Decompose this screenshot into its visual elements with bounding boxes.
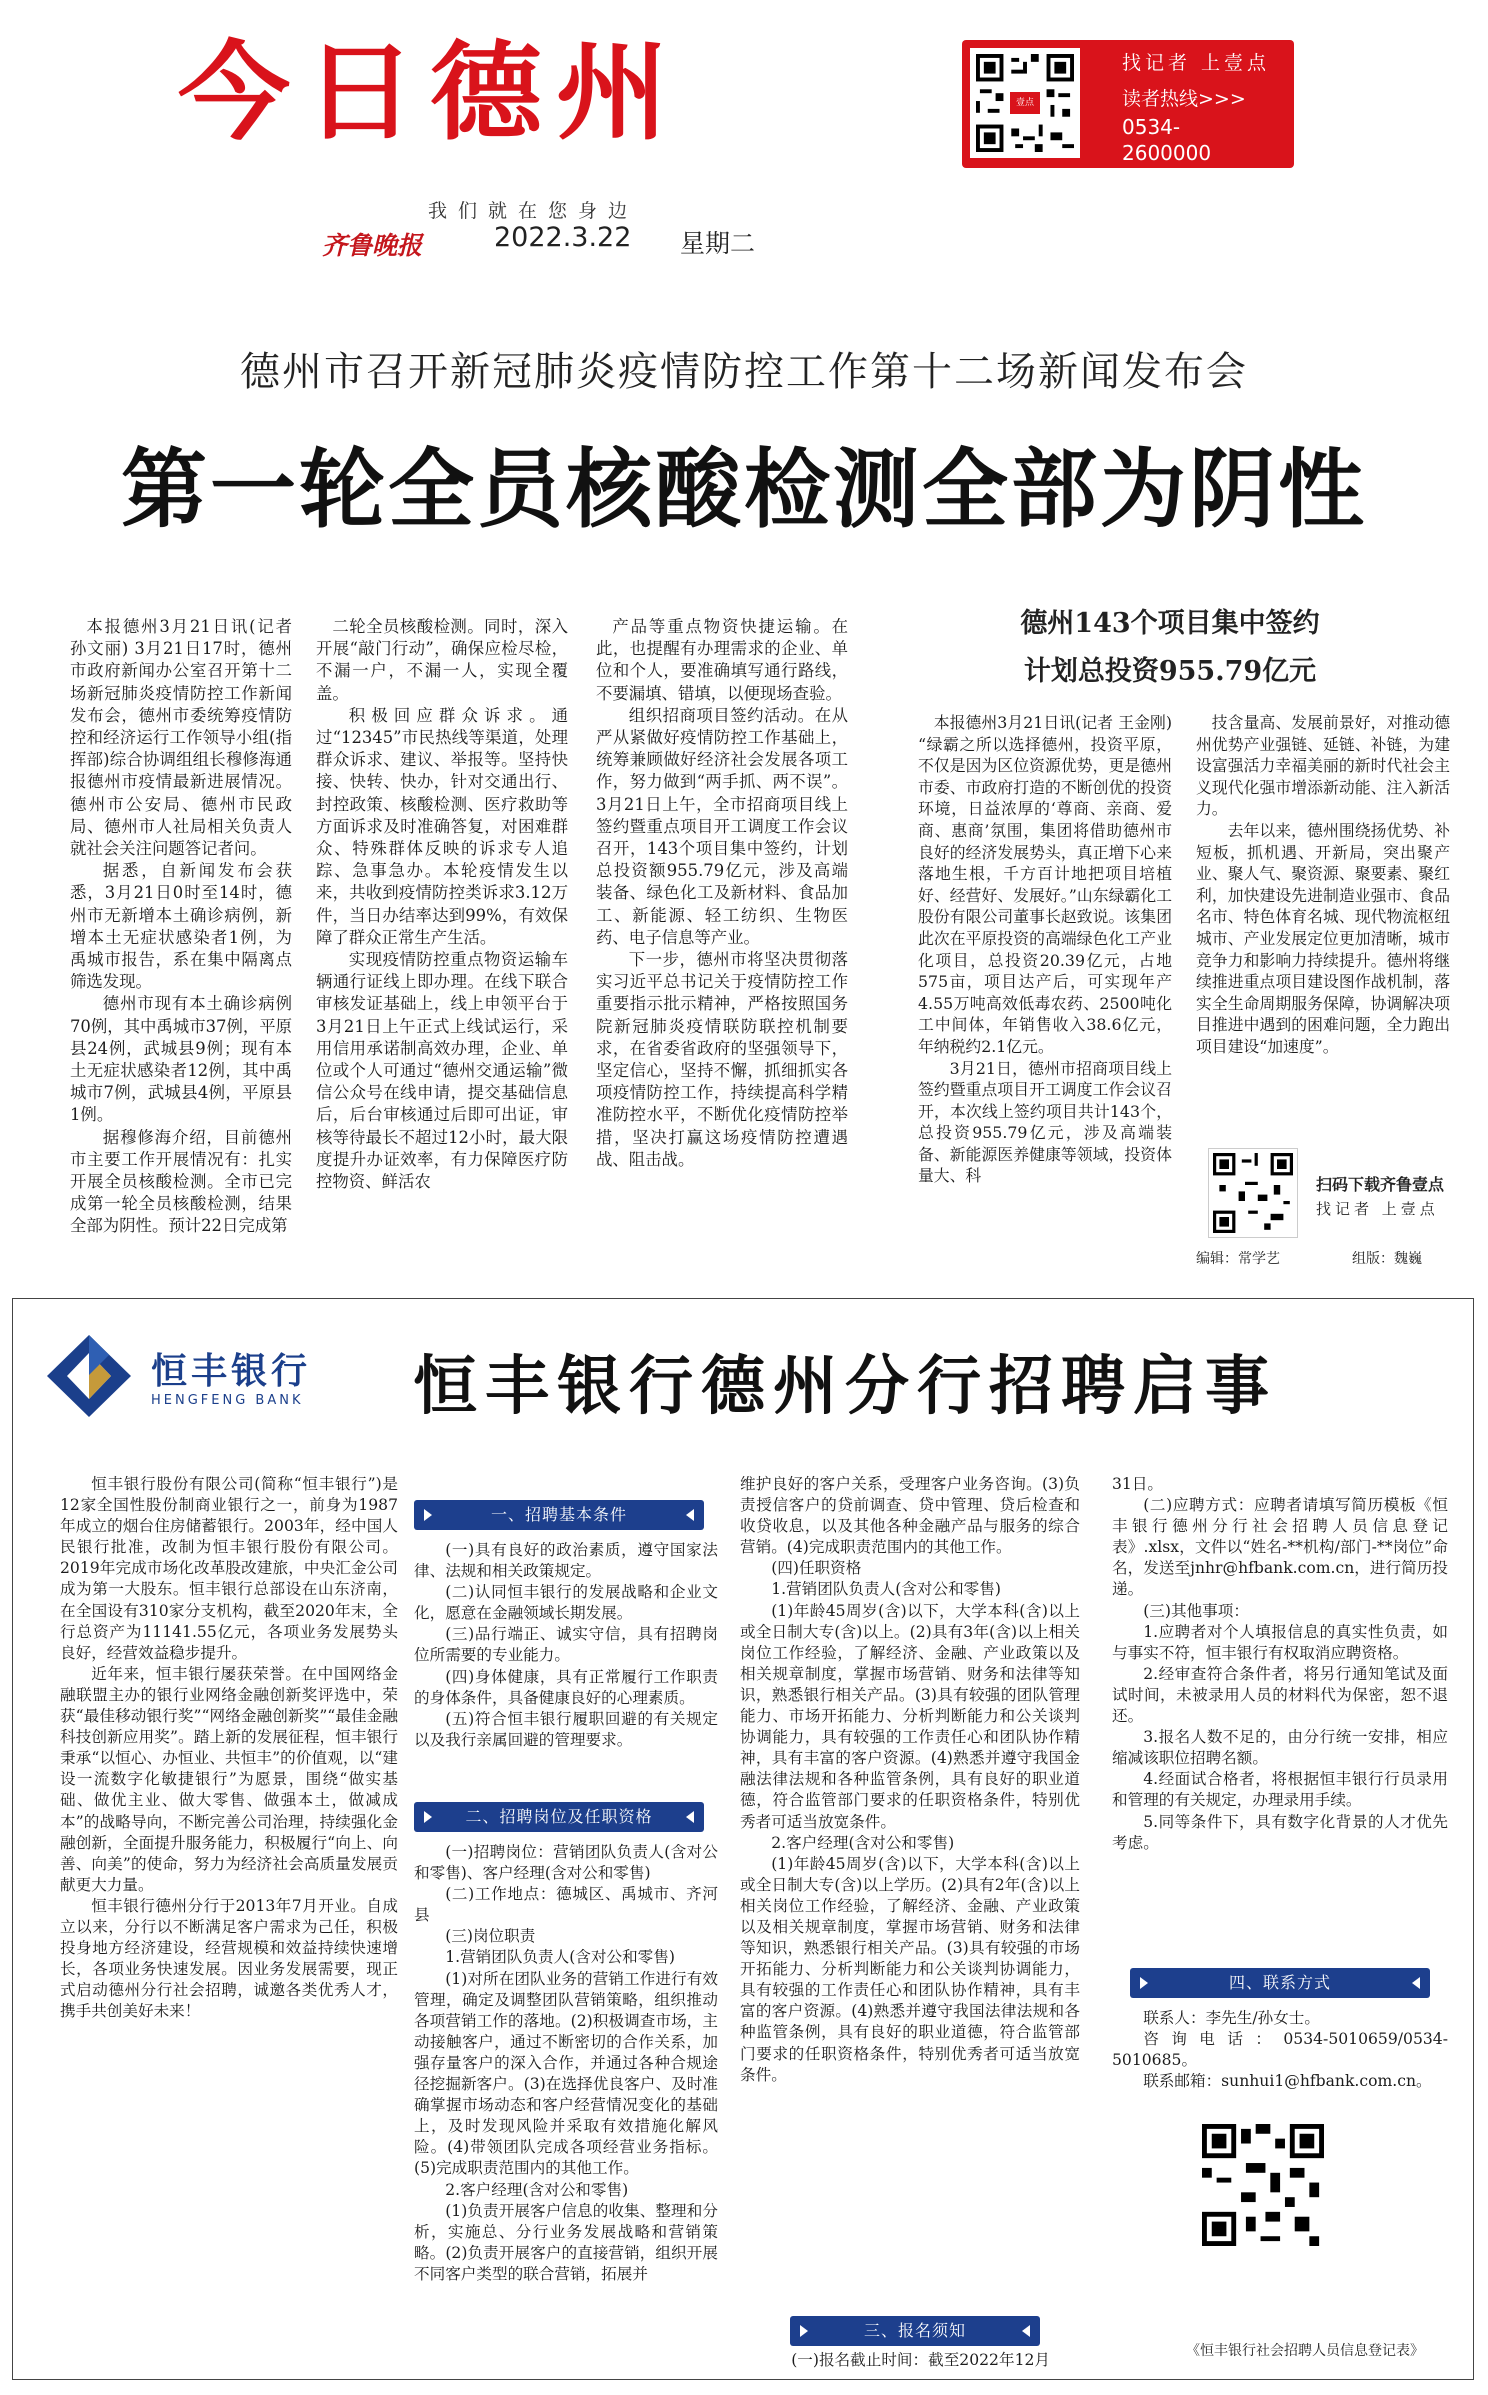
paragraph: 据穆修海介绍，目前德州市主要工作开展情况有：扎实开展全员核酸检测。全市已完成第一轮全员核酸检测，结果全部为阴性。预计22日完成第 xyxy=(70,1127,292,1236)
qr-reporter-label: 找记者 上壹点 xyxy=(1316,1200,1439,1218)
hotline-label: 读者热线>>> xyxy=(1122,88,1246,110)
reporter-label: 找记者 上壹点 xyxy=(1122,52,1271,74)
registration-form-qr-code[interactable] xyxy=(1198,2120,1328,2250)
paragraph: 近年来，恒丰银行屡获荣誉。在中国网络金融联盟主办的银行业网络金融创新奖评选中，荣获“最佳移动银行奖”“网络金融创新奖”“最佳金融科技创新应用奖”。踏上新的发展征程，恒丰银行秉承“以恒心、办恒业、共恒丰”的价值观，以“建设一流数字化敏捷银行”为愿景，围绕“做实基础、做优主业、做大零售、做强本土，做减成本”的战略导向，不断完善公司治理，持续强化金融创新，全面提升服务能力，积极履行“向上、向善、向美”的使命，努力为经济社会高质量发展贡献更大力量。 xyxy=(60,1664,398,1894)
ad-col-1 xyxy=(60,1474,398,2022)
hotline-number: 0534-2600000 xyxy=(1122,115,1212,165)
side-title-line-1: 德州143个项目集中签约 xyxy=(1020,608,1320,639)
paragraph: 联系人：李先生/孙女士。 xyxy=(1143,2009,1320,2027)
ad-col-4a xyxy=(1112,1474,1448,1854)
side-title-line-2: 计划总投资955.79亿元 xyxy=(1023,656,1317,687)
paragraph: 去年以来，德州围绕扬优势、补短板，抓机遇、开新局，突出聚产业、聚人气、聚资源、聚要素、聚红利，加快建设先进制造业强市、食品名市、特色体育名城、现代物流枢纽城市、产业发展定位更加清晰，城市竞争力和影响力持续提升。德州将继续推进重点项目建设图作战机制，落实全生命周期服务保障，协调解决项目推进中遇到的困难问题，全力跑出项目建设“加速度”。 xyxy=(1196,820,1450,1056)
paragraph: (四)任职资格 xyxy=(771,1559,862,1578)
paragraph: 4.经面试合格者，将根据恒丰银行行员录用和管理的有关规定，办理录用手续。 xyxy=(1112,1770,1448,1810)
paragraph: 维护良好的客户关系，受理客户业务咨询。(3)负责授信客户的贷前调查、贷中管理、贷后检查和收贷收息，以及其他各种金融产品与服务的综合营销。(4)完成职责范围内的其他工作。 xyxy=(740,1475,1080,1557)
section-heading: 一、招聘基本条件 xyxy=(414,1500,704,1530)
paragraph: 1.应聘者对个人填报信息的真实性负责，如与事实不符，恒丰银行有权取消应聘资格。 xyxy=(1112,1622,1448,1662)
paragraph: 联系邮箱：sunhui1@hfbank.com.cn。 xyxy=(1143,2072,1432,2091)
paragraph: (二)认同恒丰银行的发展战略和企业文化，愿意在金融领域长期发展。 xyxy=(414,1583,718,1623)
paragraph: 本报德州3月21日讯(记者 孙文丽) 3月21日17时，德州市政府新闻办公室召开第十二场新冠肺炎疫情防控工作新闻发布会，德州市委统筹疫情防控和经济运行工作领导小组(指挥部)综合协调组组长穆修海通报德州市疫情最新进展情况。德州市公安局、德州市民政局、德州市人社局相关负责人就社会关注问题答记者问。 xyxy=(70,617,292,859)
paragraph: (四)身体健康，具有正常履行工作职责的身体条件，具备健康良好的心理素质。 xyxy=(414,1667,718,1707)
paragraph: 咨询电话：0534-5010659/0534-5010685。 xyxy=(1112,2030,1448,2070)
paragraph: 2.客户经理(含对公和零售) xyxy=(771,1833,955,1852)
paragraph: (二)应聘方式：应聘者请填写简历模板《恒丰银行德州分行社会招聘人员信息登记表》.xlsx，文件以“姓名-**机构/部门-**岗位”命名，发送至jnhr@hfbank.com.cn，进行简历投递。 xyxy=(1112,1496,1448,1599)
paper-name: 齐鲁晚报 xyxy=(322,231,423,260)
paragraph: 产品等重点物资快捷运输。在此，也提醒有办理需求的企业、单位和个人，要准确填写通行路线，不要漏填、错填，以便现场查验。 xyxy=(596,617,848,703)
paragraph: 二轮全员核酸检测。同时，深入开展“敲门行动”，确保应检尽检，不漏一户，不漏一人，实现全覆盖。 xyxy=(316,617,568,703)
qr-code-icon xyxy=(1202,2124,1324,2246)
paragraph: 3.报名人数不足的，由分行统一安排，相应缩减该职位招聘名额。 xyxy=(1112,1728,1448,1768)
lead-col-3 xyxy=(596,616,848,1171)
ad-col-2b xyxy=(414,1842,718,2285)
paragraph: 2.经审查符合条件者，将另行通知笔试及面试时间，未被录用人员的材料代为保密，恕不退还。 xyxy=(1112,1664,1448,1726)
paragraph: 下一步，德州市将坚决贯彻落实习近平总书记关于疫情防控工作重要指示批示精神，严格按照国务院新冠肺炎疫情联防联控机制要求，在省委省政府的坚强领导下，坚定信心，坚持不懈，抓细抓实各项疫情防控工作，持续提高科学精准防控水平，不断优化疫情防控举措，坚决打赢这场疫情防控遭遇战、阻击战。 xyxy=(596,950,848,1169)
qr-caption: 《恒丰银行社会招聘人员信息登记表》 xyxy=(1186,2343,1424,2359)
side-col-2 xyxy=(1196,712,1450,1058)
hotline-box xyxy=(962,40,1294,168)
paragraph: 1.营销团队负责人(含对公和零售) xyxy=(771,1580,1001,1599)
paragraph: 恒丰银行德州分行于2013年7月开业。自成立以来，分行以不断满足客户需求为己任，积极投身地方经济建设，经营规模和效益持续快速增长，各项业务快速发展。因业务发展需要，现正式启动德州分行社会招聘，诚邀各类优秀人才，携手共创美好未来！ xyxy=(60,1896,398,2021)
section-heading: 四、联系方式 xyxy=(1130,1968,1430,1998)
paragraph: (1)对所在团队业务的营销工作进行有效管理，确定及调整团队营销策略，组织推动各项营销工作的落地。(2)积极调查市场，主动接触客户，通过不断密切的合作关系，加强存量客户的深入合作，并通过各种合规途径挖掘新客户。(3)在选择优良客户、及时准确掌握市场动态和客户经营情况变化的基础上，及时发现风险并采取有效措施化解风险。(4)带领团队完成各项经营业务指标。(5)完成职责范围内的其他工作。 xyxy=(414,1969,718,2178)
paragraph: 据悉，自新闻发布会获悉，3月21日0时至14时，德州市无新增本土确诊病例，新增本土无症状感染者1例，为禹城市报告，系在集中隔离点筛选发现。 xyxy=(70,861,292,992)
paragraph: (1)年龄45周岁(含)以下，大学本科(含)以上或全日制大专(含)以上学历。(2)具有2年(含)以上相关岗位工作经验，了解经济、金融、产业政策以及相关规章制度，掌握市场营销、财务和法律等知识，熟悉银行相关产品。(3)具有较强的市场开拓能力、分析判断能力和公关谈判协调能力，具有较强的工作责任心和团队协作精神，具有丰富的客户资源。(4)熟悉并遵守我国法律法规和各种监管条例，具有良好的职业道德，符合监管部门要求的任职资格条件，特别优秀者可适当放宽条件。 xyxy=(740,1854,1080,2084)
section-heading: 三、报名须知 xyxy=(790,2316,1040,2346)
lead-headline: 第一轮全员核酸检测全部为阴性 xyxy=(121,439,1367,540)
paragraph: (一)具有良好的政治素质，遵守国家法律、法规和相关政策规定。 xyxy=(414,1541,718,1581)
ad-col-3b xyxy=(760,2350,1080,2371)
lead-kicker: 德州市召开新冠肺炎疫情防控工作第十二场新闻发布会 xyxy=(240,349,1248,395)
issue-weekday: 星期二 xyxy=(680,229,756,258)
paragraph: (二)工作地点：德城区、禹城市、齐河县 xyxy=(414,1885,718,1925)
editor-credit: 编辑：常学艺 xyxy=(1196,1251,1280,1267)
paragraph: 实现疫情防控重点物资运输车辆通行证线上即办理。在线下联合审核发证基础上，线上申领平台于3月21日上午正式上线试运行，采用信用承诺制高效办理，企业、单位或个人可通过“德州交通运输”微信公众号在线申请，提交基础信息后，后台审核通过后即可出证，审核等待最长不超过12小时，最大限度提升办证效率，有力保障医疗防控物资、鲜活农 xyxy=(316,950,568,1192)
paragraph: 2.客户经理(含对公和零售) xyxy=(445,2180,629,2199)
paragraph: (五)符合恒丰银行履职回避的有关规定以及我行亲属回避的管理要求。 xyxy=(414,1709,718,1749)
paragraph: 恒丰银行股份有限公司(简称“恒丰银行”)是12家全国性股份制商业银行之一，前身为1987年成立的烟台住房储蓄银行。2003年，经中国人民银行批准，改制为恒丰银行股份有限公司。2019年完成市场化改革股改建旅，中央汇金公司成为第一大股东。恒丰银行总部设在山东济南，在全国设有310家分支机构，截至2020年末，全行总资产为11141.55亿元，各项业务发展势头良好，经营效益稳步提升。 xyxy=(60,1475,398,1662)
paragraph: 德州市现有本土确诊病例70例，其中禹城市37例，平原县24例，武城县9例；现有本土无症状感染者12例，其中禹城市7例，武城县4例，平原县1例。 xyxy=(70,994,293,1125)
layout-credit: 组版：魏巍 xyxy=(1352,1251,1422,1267)
paragraph: (1)年龄45周岁(含)以下，大学本科(含)以上或全日制大专(含)以上。(2)具有3年(含)以上相关岗位工作经验，了解经济、金融、产业政策以及相关规章制度，掌握市场营销、财务和法律等知识，熟悉银行相关产品。(3)具有较强的团队管理能力、市场开拓能力、分析判断能力和公关谈判协调能力，具有较强的工作责任心和团队协作精神，具有丰富的客户资源。(4)熟悉并遵守我国金融法律法规和各种监管条例，具有良好的职业道德，符合监管部门要求的任职资格条件，特别优秀者可适当放宽条件。 xyxy=(740,1601,1080,1831)
ad-col-4b xyxy=(1112,2008,1448,2092)
side-story-title xyxy=(930,600,1410,696)
masthead-qr-code[interactable] xyxy=(970,48,1080,158)
ad-col-2a xyxy=(414,1540,718,1751)
paragraph: 5.同等条件下，具有数字化背景的人才优先考虑。 xyxy=(1112,1812,1448,1852)
issue-date: 2022.3.22 xyxy=(494,222,632,253)
paragraph: (三)品行端正、诚实守信，具有招聘岗位所需要的专业能力。 xyxy=(414,1625,718,1665)
paragraph: (1)负责开展客户信息的收集、整理和分析，实施总、分行业务发展战略和营销策略。(2)负责开展客户的直接营销，组织开展不同客户类型的联合营销，拓展并 xyxy=(414,2201,718,2283)
side-col-1 xyxy=(918,712,1172,1187)
qr-code-icon xyxy=(1213,1153,1293,1233)
paragraph: (三)岗位职责 xyxy=(445,1927,536,1946)
lead-col-1 xyxy=(70,616,292,1238)
qr-download-title: 扫码下载齐鲁壹点 xyxy=(1316,1175,1445,1194)
paragraph: 本报德州3月21日讯(记者 王金刚) “绿霸之所以选择德州，投资平原，不仅是因为区位资源优势，更是德州市委、市政府打造的不断创优的投资环境，日益浓厚的‘尊商、亲商、爱商、惠商’氛围，集团将借助德州市良好的经济发展势头，真正増下心来落地生根，千方百计地把项目培植好、经营好、发展好。”山东绿霸化工股份有限公司董事长赵致说。该集团此次在平原投资的高端绿色化工产业化项目，总投资20.39亿元，占地575亩，项目达产后，可实现年产4.55万吨高效低毒农药、2500吨化工中间体，年销售收入38.6亿元，年纳税约2.1亿元。 xyxy=(918,713,1172,1056)
masthead-slogan: 我们就在您身边 xyxy=(428,200,639,222)
paragraph: (一)报名截止时间：截至2022年12月 xyxy=(791,2351,1051,2369)
masthead xyxy=(0,0,1488,290)
qr-badge: 壹点 xyxy=(1010,92,1040,114)
paragraph: 31日。 xyxy=(1112,1475,1164,1493)
ad-col-3a xyxy=(740,1474,1080,2086)
paragraph: 技含量高、发展前景好，对推动德州优势产业强链、延链、补链，为建设富强活力幸福美丽的新时代社会主义现代化强市增添新动能、注入新活力。 xyxy=(1196,713,1450,819)
paragraph: 3月21日，德州市招商项目线上签约暨重点项目开工调度工作会议召开，本次线上签约项目共计143个，总投资955.79亿元，涉及高端装备、新能源医养健康等领域，投资体量大、科 xyxy=(918,1058,1172,1186)
masthead-logo: 今日德州 xyxy=(178,31,682,155)
paragraph: 积极回应群众诉求。通过“12345”市民热线等渠道，处理群众诉求、建议、举报等。坚持快接、快转、快办，针对交通出行、封控政策、核酸检测、医疗救助等方面诉求及时准确答复，对困难群众、特殊群体反映的诉求专人追踪、急事急办。本轮疫情发生以来，共收到疫情防控类诉求3.12万件，当日办结率达到99%，有效保障了群众正常生产生活。 xyxy=(316,705,568,947)
download-qr-code[interactable] xyxy=(1208,1148,1298,1238)
bank-name: 恒丰银行 xyxy=(151,1351,312,1392)
paragraph: (三)其他事项： xyxy=(1143,1601,1249,1620)
section-heading: 二、招聘岗位及任职资格 xyxy=(414,1802,704,1832)
lead-col-2 xyxy=(316,616,568,1193)
paragraph: 1.营销团队负责人(含对公和零售) xyxy=(445,1948,675,1967)
bank-name-english: HENGFENG BANK xyxy=(151,1393,304,1408)
paragraph: (一)招聘岗位：营销团队负责人(含对公和零售)、客户经理(含对公和零售) xyxy=(414,1843,718,1883)
ad-title: 恒丰银行德州分行招聘启事 xyxy=(413,1349,1277,1424)
paragraph: 组织招商项目签约活动。在从严从紧做好疫情防控工作基础上，统筹兼顾做好经济社会发展各项工作，努力做到“两手抓、两不误”。3月21日上午，全市招商项目线上签约暨重点项目开工调度工作会议召开，143个项目集中签约，计划总投资额955.79亿元，涉及高端装备、绿色化工及新材料、食品加工、新能源、轻工纺织、生物医药、电子信息等产业。 xyxy=(596,705,848,947)
